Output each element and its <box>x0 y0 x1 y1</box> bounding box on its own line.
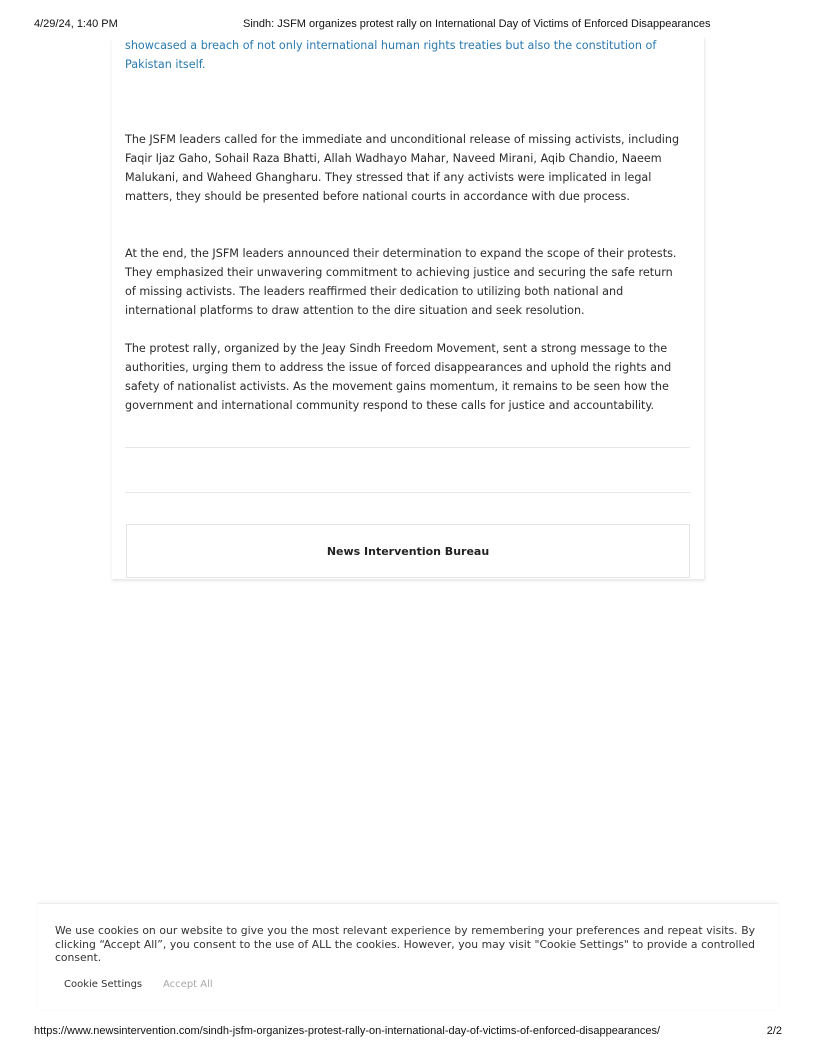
print-page-title: Sindh: JSFM organizes protest rally on International Day of Victims of Enforced Disappearances <box>243 18 711 30</box>
print-footer <box>34 1025 782 1039</box>
print-header <box>34 18 782 32</box>
article-body <box>112 38 705 579</box>
accept-all-button[interactable]: Accept All <box>163 979 213 990</box>
cookie-consent-banner <box>38 903 778 1009</box>
page-url: https://www.newsintervention.com/sindh-jsfm-organizes-protest-rally-on-international-day-of-victims-of-enforced-disappearances/ <box>34 1025 661 1037</box>
article-paragraph-release-demand: The JSFM leaders called for the immediate and unconditional release of missing activists, including Faqir Ijaz Gaho, Sohail Raza Bhatti, Allah Wadhayo Mahar, Naveed Mirani, Aqib Chandio, Naeem Malukani, and Waheed Ghangharu. They stressed that if any activists were implicated in legal matters, they should be presented before national courts in accordance with due process. <box>125 133 680 203</box>
cookie-settings-button[interactable]: Cookie Settings <box>64 979 143 990</box>
article-paragraph-expand-protests: At the end, the JSFM leaders announced their determination to expand the scope of their protests. They emphasized their unwavering commitment to achieving justice and securing the safe return of missing activists. The leaders reaffirmed their dedication to utilizing both national and international platforms to draw attention to the dire situation and seek resolution. <box>125 247 677 317</box>
divider <box>125 447 690 448</box>
article-paragraph-conclusion: The protest rally, organized by the Jeay Sindh Freedom Movement, sent a strong message to the authorities, urging them to address the issue of forced disappearances and uphold the rights and safety of nationalist activists. As the movement gains momentum, it remains to be seen how the government and international community respond to these calls for justice and accountability. <box>125 342 672 412</box>
author-name[interactable]: News Intervention Bureau <box>326 545 490 558</box>
print-datetime: 4/29/24, 1:40 PM <box>34 18 118 30</box>
page-number: 2/2 <box>766 1025 782 1037</box>
divider <box>125 492 690 493</box>
article-lead-link[interactable]: showcased a breach of not only international human rights treaties but also the constitution of Pakistan itself. <box>125 39 657 71</box>
author-box <box>126 524 690 578</box>
cookie-message: We use cookies on our website to give you the most relevant experience by remembering your preferences and repeat visits. By clicking “Accept All”, you consent to the use of ALL the cookies. However, you may visit "Cookie Settings" to provide a controlled consent. <box>55 924 755 964</box>
